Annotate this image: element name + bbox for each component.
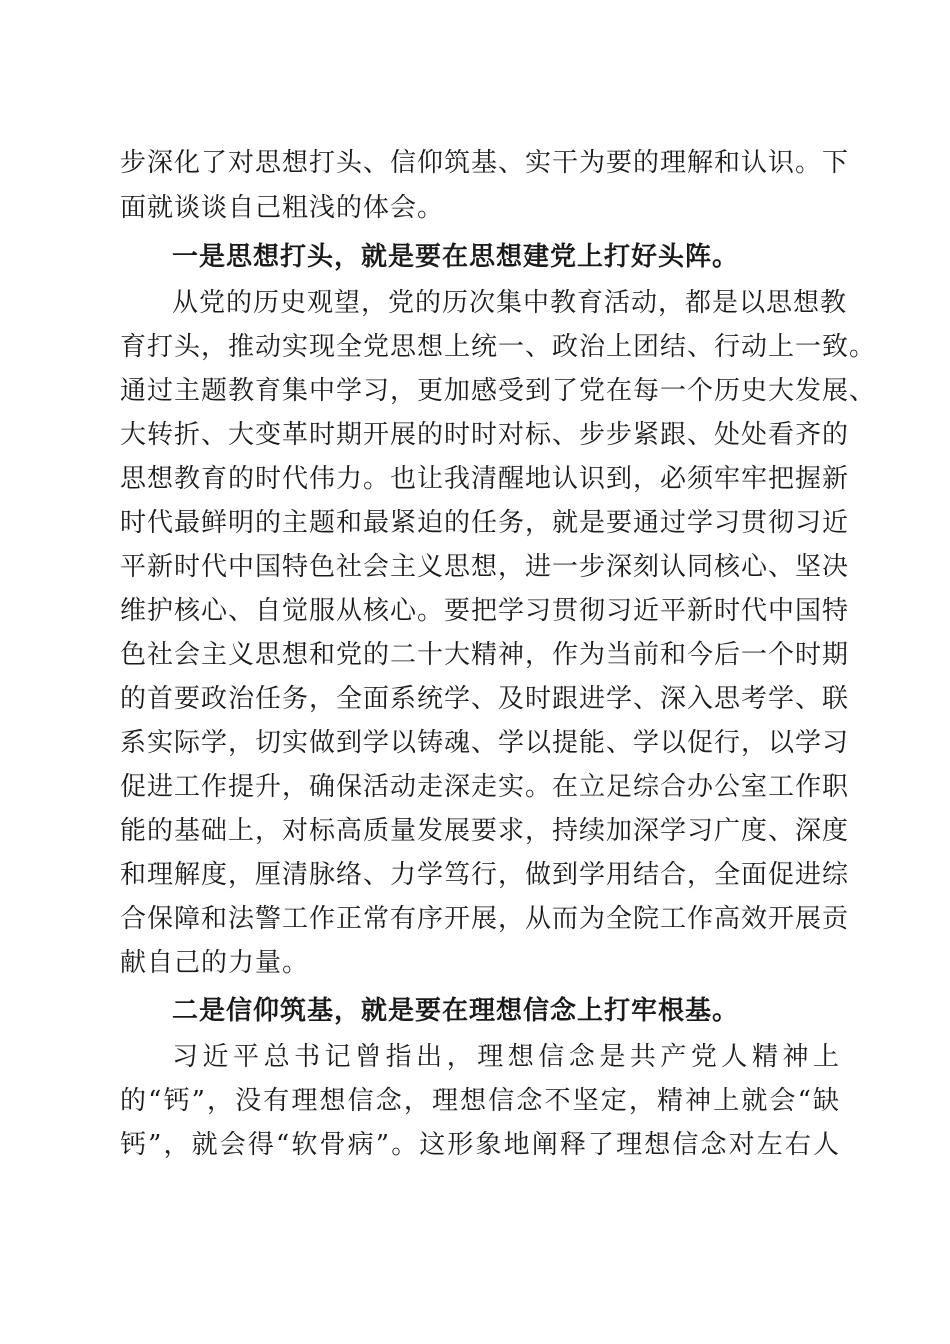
text-line: 育打头，推动实现全党思想上统一、政治上团结、行动上一致。 bbox=[120, 332, 877, 362]
text-line: 通过主题教育集中学习，更加感受到了党在每一个历史大发展、 bbox=[120, 376, 877, 406]
section-heading-2: 二是信仰筑基，就是要在理想信念上打牢根基。 bbox=[172, 996, 740, 1026]
text-line: 色社会主义思想和党的二十大精神，作为当前和今后一个时期 bbox=[120, 640, 850, 670]
text-line: 钙”，就会得“软骨病”。这形象地阐释了理想信念对左右人 bbox=[120, 1130, 840, 1160]
text-line: 和理解度，厘清脉络、力学笃行，做到学用结合，全面促进综 bbox=[120, 860, 850, 890]
text-line: 从党的历史观望，党的历次集中教育活动，都是以思想教 bbox=[172, 288, 848, 318]
text-line: 促进工作提升，确保活动走深走实。在立足综合办公室工作职 bbox=[120, 772, 850, 802]
text-line: 平新时代中国特色社会主义思想，进一步深刻认同核心、坚决 bbox=[120, 552, 850, 582]
text-line: 维护核心、自觉服从核心。要把学习贯彻习近平新时代中国特 bbox=[120, 596, 850, 626]
text-line: 系实际学，切实做到学以铸魂、学以提能、学以促行，以学习 bbox=[120, 728, 850, 758]
text-line: 的首要政治任务，全面系统学、及时跟进学、深入思考学、联 bbox=[120, 684, 850, 714]
section-heading-1: 一是思想打头，就是要在思想建党上打好头阵。 bbox=[172, 242, 740, 272]
text-line: 习近平总书记曾指出，理想信念是共产党人精神上 bbox=[172, 1042, 840, 1072]
text-line: 大转折、大变革时期开展的时时对标、步步紧跟、处处看齐的 bbox=[120, 420, 850, 450]
text-line: 合保障和法警工作正常有序开展，从而为全院工作高效开展贡 bbox=[120, 904, 850, 934]
text-line: 的“钙”，没有理想信念，理想信念不坚定，精神上就会“缺 bbox=[120, 1086, 840, 1116]
text-line: 步深化了对思想打头、信仰筑基、实干为要的理解和认识。下 bbox=[120, 148, 850, 178]
text-line: 能的基础上，对标高质量发展要求，持续加深学习广度、深度 bbox=[120, 816, 850, 846]
text-line: 面就谈谈自己粗浅的体会。 bbox=[120, 193, 445, 223]
text-line: 献自己的力量。 bbox=[120, 948, 310, 978]
text-line: 思想教育的时代伟力。也让我清醒地认识到，必须牢牢把握新 bbox=[120, 464, 850, 494]
text-line: 时代最鲜明的主题和最紧迫的任务，就是要通过学习贯彻习近 bbox=[120, 508, 850, 538]
